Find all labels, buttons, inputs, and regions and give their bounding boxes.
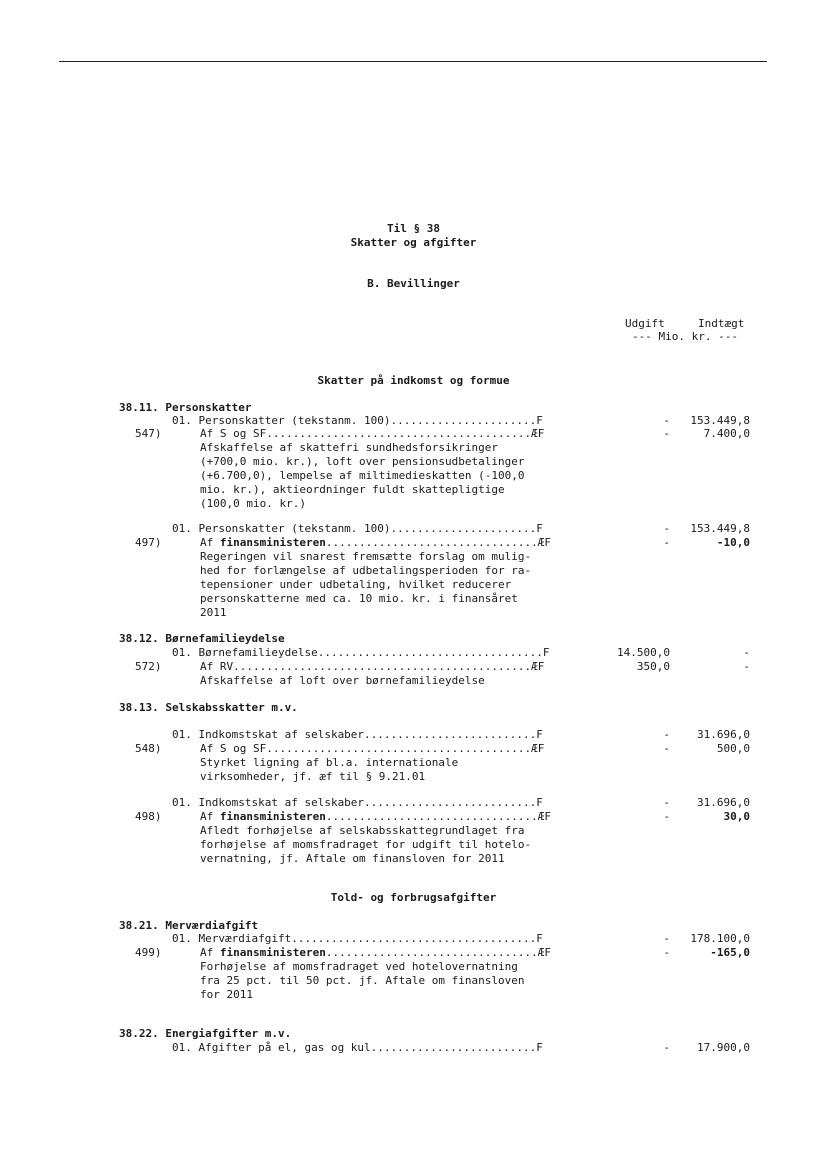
note-text: hed for forlængelse af udbetalingsperioden for ra- <box>200 564 532 577</box>
indtaegt-value: 153.449,8 <box>690 522 750 535</box>
amendment-line: Af finansministeren................................ÆF <box>200 810 552 823</box>
section-ref: Til § 38 <box>387 222 440 235</box>
amendment-line: Af RV.............................................ÆF <box>200 660 545 673</box>
account-heading: 38.21. Merværdiafgift <box>119 919 259 932</box>
indtaegt-value: 17.900,0 <box>697 1041 750 1054</box>
note-text: Afskaffelse af skattefri sundhedsforsikringer <box>200 441 499 454</box>
amendment-line: Af finansministeren................................ÆF <box>200 536 552 549</box>
note-text: (+6.700,0), lempelse af miltimedieskatten (-100,0 <box>200 469 525 482</box>
page-title: Skatter og afgifter <box>350 236 477 249</box>
note-text: Styrket ligning af bl.a. internationale <box>200 756 459 769</box>
line-item: 01. Merværdiafgift.....................................F <box>172 932 543 945</box>
note-text: mio. kr.), aktieordninger fuldt skattepligtige <box>200 483 505 496</box>
note-text: tepensioner under udbetaling, hvilket reducerer <box>200 578 512 591</box>
note-text: Afledt forhøjelse af selskabsskattegrundlaget fra <box>200 824 525 837</box>
note-text: Afskaffelse af loft over børnefamilieydelse <box>200 674 485 687</box>
note-text: (+700,0 mio. kr.), loft over pensionsudbetalinger <box>200 455 525 468</box>
section-heading-customs: Told- og forbrugsafgifter <box>330 891 497 904</box>
udgift-value: - <box>663 728 670 741</box>
udgift-value: - <box>663 932 670 945</box>
udgift-value: - <box>663 742 670 755</box>
note-text: for 2011 <box>200 988 253 1001</box>
indtaegt-value: - <box>743 660 750 673</box>
indtaegt-value: -10,0 <box>716 536 750 549</box>
amendment-line: Af S og SF........................................ÆF <box>200 427 545 440</box>
indtaegt-value: 30,0 <box>723 810 750 823</box>
note-text: Forhøjelse af momsfradraget ved hotelovernatning <box>200 960 518 973</box>
section-heading-income: Skatter på indkomst og formue <box>317 374 510 387</box>
amendment-ref: 499) <box>135 946 162 959</box>
udgift-value: - <box>663 810 670 823</box>
line-item: 01. Afgifter på el, gas og kul.........................F <box>172 1041 543 1054</box>
indtaegt-value: 31.696,0 <box>697 796 750 809</box>
indtaegt-value: 31.696,0 <box>697 728 750 741</box>
line-item: 01. Indkomstskat af selskaber..........................F <box>172 728 543 741</box>
account-heading: 38.22. Energiafgifter m.v. <box>119 1027 292 1040</box>
udgift-value: - <box>663 796 670 809</box>
indtaegt-value: 153.449,8 <box>690 414 750 427</box>
amendment-ref: 498) <box>135 810 162 823</box>
line-item: 01. Personskatter (tekstanm. 100)......................F <box>172 414 543 427</box>
note-text: vernatning, jf. Aftale om finansloven for 2011 <box>200 852 505 865</box>
udgift-value: - <box>663 414 670 427</box>
page-subtitle: B. Bevillinger <box>367 277 460 290</box>
note-text: virksomheder, jf. æf til § 9.21.01 <box>200 770 426 783</box>
udgift-value: - <box>663 1041 670 1054</box>
note-text: fra 25 pct. til 50 pct. jf. Aftale om finansloven <box>200 974 525 987</box>
note-text: forhøjelse af momsfradraget for udgift til hotelo- <box>200 838 532 851</box>
note-text: Regeringen vil snarest fremsætte forslag om mulig- <box>200 550 532 563</box>
amendment-ref: 497) <box>135 536 162 549</box>
indtaegt-value: 7.400,0 <box>703 427 750 440</box>
udgift-value: - <box>663 946 670 959</box>
line-item: 01. Indkomstskat af selskaber..........................F <box>172 796 543 809</box>
unit-label: --- Mio. kr. --- <box>632 330 738 343</box>
amendment-ref: 548) <box>135 742 162 755</box>
note-text: personskatterne med ca. 10 mio. kr. i finansåret <box>200 592 518 605</box>
udgift-value: 350,0 <box>636 660 670 673</box>
account-heading: 38.12. Børnefamilieydelse <box>119 632 285 645</box>
udgift-value: - <box>663 427 670 440</box>
account-heading: 38.13. Selskabsskatter m.v. <box>119 701 298 714</box>
col-indtaegt-header: Indtægt <box>698 317 745 330</box>
udgift-value: - <box>663 536 670 549</box>
line-item: 01. Børnefamilieydelse..................................F <box>172 646 550 659</box>
note-text: 2011 <box>200 606 227 619</box>
indtaegt-value: -165,0 <box>710 946 750 959</box>
amendment-line: Af finansministeren................................ÆF <box>200 946 552 959</box>
indtaegt-value: 500,0 <box>716 742 750 755</box>
udgift-value: 14.500,0 <box>617 646 670 659</box>
amendment-ref: 547) <box>135 427 162 440</box>
indtaegt-value: - <box>743 646 750 659</box>
indtaegt-value: 178.100,0 <box>690 932 750 945</box>
udgift-value: - <box>663 522 670 535</box>
top-rule <box>59 61 767 62</box>
amendment-ref: 572) <box>135 660 162 673</box>
account-heading: 38.11. Personskatter <box>119 401 252 414</box>
amendment-line: Af S og SF........................................ÆF <box>200 742 545 755</box>
line-item: 01. Personskatter (tekstanm. 100)......................F <box>172 522 543 535</box>
note-text: (100,0 mio. kr.) <box>200 497 306 510</box>
col-udgift-header: Udgift <box>625 317 665 330</box>
